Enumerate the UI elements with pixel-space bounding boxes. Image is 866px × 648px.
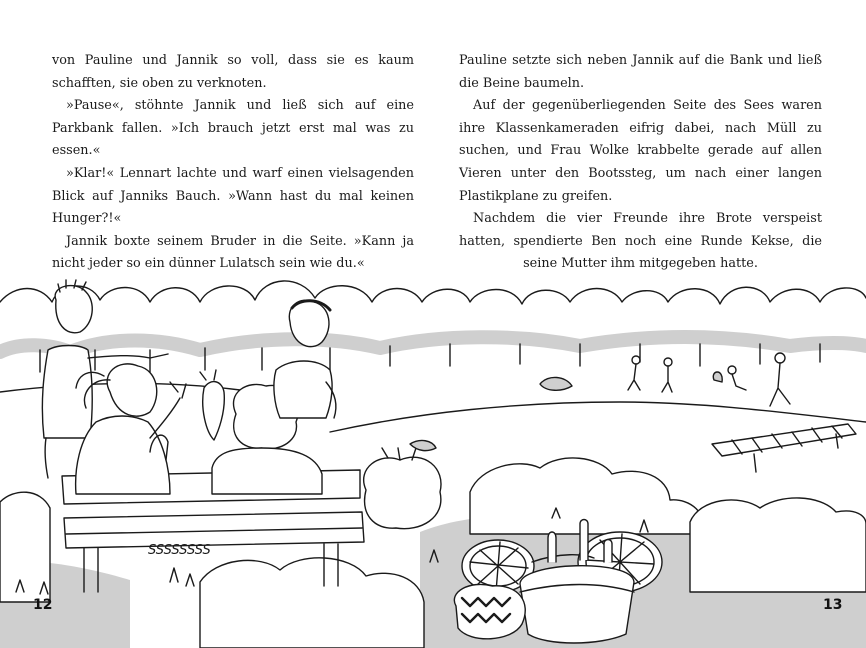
trash-bag: [364, 441, 441, 529]
distant-figures: [540, 353, 790, 406]
paragraph: Nachdem die vier Freunde ihre Brote verspeist hatten, spendierte Ben noch eine Runde Kekse, die seine Mutter ihm mitgegeben hatte.: [459, 211, 822, 272]
small-animal: [200, 370, 224, 440]
tree-line: [0, 281, 866, 372]
paragraph: von Pauline und Jannik so voll, dass sie es kaum schafften, sie oben zu verknoten.: [52, 53, 414, 91]
paragraph: Pauline setzte sich neben Jannik auf die Bank und ließ die Beine baumeln.: [459, 53, 822, 91]
paragraph: Jannik boxte seinem Bruder in die Seite. »Kann ja nicht jeder so ein dünner Lulatsch sein wie du.«: [52, 233, 414, 272]
boardwalk: [712, 424, 856, 472]
left-page-text: [52, 50, 414, 276]
girl-standing: [274, 300, 336, 418]
paragraph: »Pause«, stöhnte Jannik und ließ sich auf eine Parkbank fallen. »Ich brauch jetzt erst mal was zu essen.«: [52, 98, 414, 159]
paragraph: »Klar!« Lennart lachte und warf einen vielsagenden Blick auf Janniks Bauch. »Wann hast du mal keinen Hunger?!«: [52, 165, 414, 227]
paragraph: Auf der gegenüberliegenden Seite des Sees waren ihre Klassenkameraden eifrig dabei, nach Müll zu suchen, und Frau Wolke krabbelte gerade auf allen Vieren unter den Bootssteg, um nach einer langen Plastikplane zu greifen.: [459, 98, 822, 204]
meadow: [330, 402, 866, 432]
right-page-text: [459, 50, 822, 276]
page-number-left: 12: [33, 597, 53, 613]
park-illustration: [0, 262, 866, 648]
bench-graffiti: SSSSSSSS: [148, 543, 211, 558]
page-number-right: 13: [823, 597, 843, 613]
checkered-bag: [454, 584, 525, 638]
